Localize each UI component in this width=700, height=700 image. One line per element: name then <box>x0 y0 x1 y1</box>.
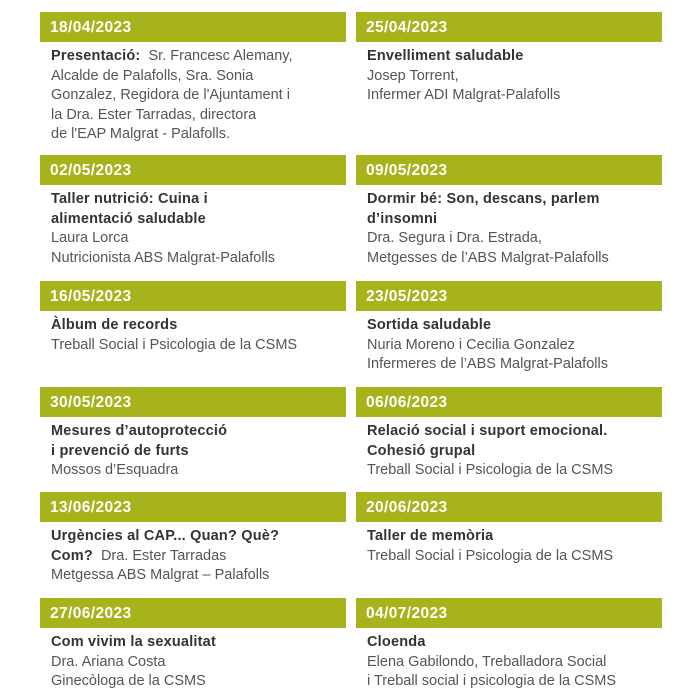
session-card <box>356 155 662 268</box>
session-line <box>367 653 662 673</box>
session-date: 18/04/2023 <box>40 12 346 42</box>
session-details <box>356 522 662 566</box>
session-title: Taller nutrició: Cuina i <box>51 191 208 207</box>
session-line <box>51 190 346 210</box>
session-line <box>51 229 346 249</box>
session-title: Com? <box>51 547 93 564</box>
session-line <box>51 125 346 145</box>
session-line <box>367 229 662 249</box>
session-line <box>367 47 662 67</box>
session-speaker: Elena Gabilondo, Treballadora Social <box>367 653 607 670</box>
session-line <box>51 316 346 336</box>
session-speaker: Josep Torrent, <box>367 67 459 84</box>
session-card <box>40 12 346 145</box>
session-speaker: Treball Social i Psicologia de la CSMS <box>367 462 614 478</box>
session-date: 23/05/2023 <box>356 281 662 311</box>
session-details <box>356 417 662 481</box>
session-speaker: Nutricionista ABS Malgrat-Palafolls <box>51 249 276 266</box>
session-speaker: Metgessa ABS Malgrat – Palafolls <box>51 567 270 583</box>
session-line <box>51 47 346 67</box>
session-details <box>356 42 662 106</box>
session-title: Sortida saludable <box>367 317 492 333</box>
session-title: i prevenció de furts <box>51 442 189 459</box>
session-date: 06/06/2023 <box>356 387 662 417</box>
session-line <box>367 316 662 336</box>
session-line <box>51 672 346 692</box>
session-speaker: de l'EAP Malgrat - Palafolls. <box>51 126 230 142</box>
session-line <box>367 190 662 210</box>
session-date: 09/05/2023 <box>356 155 662 185</box>
session-card <box>356 492 662 566</box>
session-speaker: Treball Social i Psicologia de la CSMS <box>367 547 614 564</box>
session-line <box>367 633 662 653</box>
session-title: Envelliment saludable <box>367 48 524 64</box>
session-speaker: Alcalde de Palafolls, Sra. Sonia <box>51 67 254 84</box>
session-card <box>40 155 346 268</box>
session-line <box>367 422 662 442</box>
session-date: 04/07/2023 <box>356 598 662 628</box>
session-details <box>40 417 346 481</box>
session-card <box>356 12 662 106</box>
session-line <box>367 461 662 481</box>
session-speaker: Infermer ADI Malgrat-Palafolls <box>367 87 561 103</box>
session-title: Presentació: <box>51 48 141 64</box>
session-details <box>40 185 346 268</box>
session-date: 30/05/2023 <box>40 387 346 417</box>
session-title: Cohesió grupal <box>367 442 476 459</box>
session-line <box>367 672 662 692</box>
session-date: 27/06/2023 <box>40 598 346 628</box>
session-details <box>40 311 346 355</box>
session-speaker: Ginecòloga de la CSMS <box>51 673 206 689</box>
session-card <box>40 281 346 355</box>
session-speaker: Gonzalez, Regidora de l'Ajuntament i <box>51 87 290 103</box>
session-speaker: la Dra. Ester Tarradas, directora <box>51 106 257 123</box>
session-title: Urgències al CAP... Quan? Què? <box>51 528 280 544</box>
session-line <box>367 336 662 356</box>
session-date: 13/06/2023 <box>40 492 346 522</box>
session-line <box>51 422 346 442</box>
session-title: Àlbum de records <box>51 317 178 333</box>
session-line <box>367 355 662 375</box>
session-card <box>40 387 346 481</box>
session-speaker: Dra. Ester Tarradas <box>100 547 227 564</box>
session-title: Com vivim la sexualitat <box>51 634 216 650</box>
session-line <box>51 547 346 567</box>
session-line <box>367 547 662 567</box>
session-line <box>51 336 346 356</box>
session-line <box>51 249 346 269</box>
session-details <box>40 42 346 145</box>
session-line <box>51 653 346 673</box>
session-card <box>40 598 346 692</box>
session-speaker: Nuria Moreno i Cecilia Gonzalez <box>367 336 575 353</box>
session-speaker: Laura Lorca <box>51 230 129 246</box>
session-speaker: Dra. Segura i Dra. Estrada, <box>367 230 542 246</box>
session-card <box>356 281 662 375</box>
session-details <box>356 628 662 692</box>
session-line <box>51 106 346 126</box>
session-line <box>367 86 662 106</box>
session-speaker: Metgesses de l’ABS Malgrat-Palafolls <box>367 249 609 266</box>
session-title: alimentació saludable <box>51 210 206 227</box>
session-line <box>51 67 346 87</box>
session-title: Dormir bé: Son, descans, parlem <box>367 191 600 207</box>
session-speaker: Dra. Ariana Costa <box>51 653 166 670</box>
session-card <box>356 387 662 481</box>
session-line <box>51 210 346 230</box>
session-speaker: Infermeres de l’ABS Malgrat-Palafolls <box>367 356 608 372</box>
session-line <box>367 527 662 547</box>
session-details <box>40 522 346 586</box>
session-card <box>356 598 662 692</box>
session-speaker: Sr. Francesc Alemany, <box>148 48 293 64</box>
session-line <box>367 210 662 230</box>
session-title: Mesures d’autoprotecció <box>51 423 228 439</box>
session-title: Relació social i suport emocional. <box>367 423 608 439</box>
session-line <box>51 86 346 106</box>
session-line <box>51 461 346 481</box>
session-date: 02/05/2023 <box>40 155 346 185</box>
session-details <box>40 628 346 692</box>
session-date: 20/06/2023 <box>356 492 662 522</box>
session-details <box>356 185 662 268</box>
session-card <box>40 492 346 586</box>
session-title: Taller de memòria <box>367 528 494 544</box>
session-line <box>51 442 346 462</box>
session-title: d’insomni <box>367 210 438 227</box>
session-title: Cloenda <box>367 634 426 650</box>
session-line <box>367 249 662 269</box>
session-date: 16/05/2023 <box>40 281 346 311</box>
session-speaker: i Treball social i psicologia de la CSMS <box>367 673 617 689</box>
session-line <box>51 566 346 586</box>
session-speaker: Treball Social i Psicologia de la CSMS <box>51 336 298 353</box>
session-date: 25/04/2023 <box>356 12 662 42</box>
session-line <box>51 633 346 653</box>
session-speaker: Mossos d’Esquadra <box>51 462 179 478</box>
session-line <box>367 442 662 462</box>
session-line <box>51 527 346 547</box>
session-line <box>367 67 662 87</box>
session-details <box>356 311 662 375</box>
